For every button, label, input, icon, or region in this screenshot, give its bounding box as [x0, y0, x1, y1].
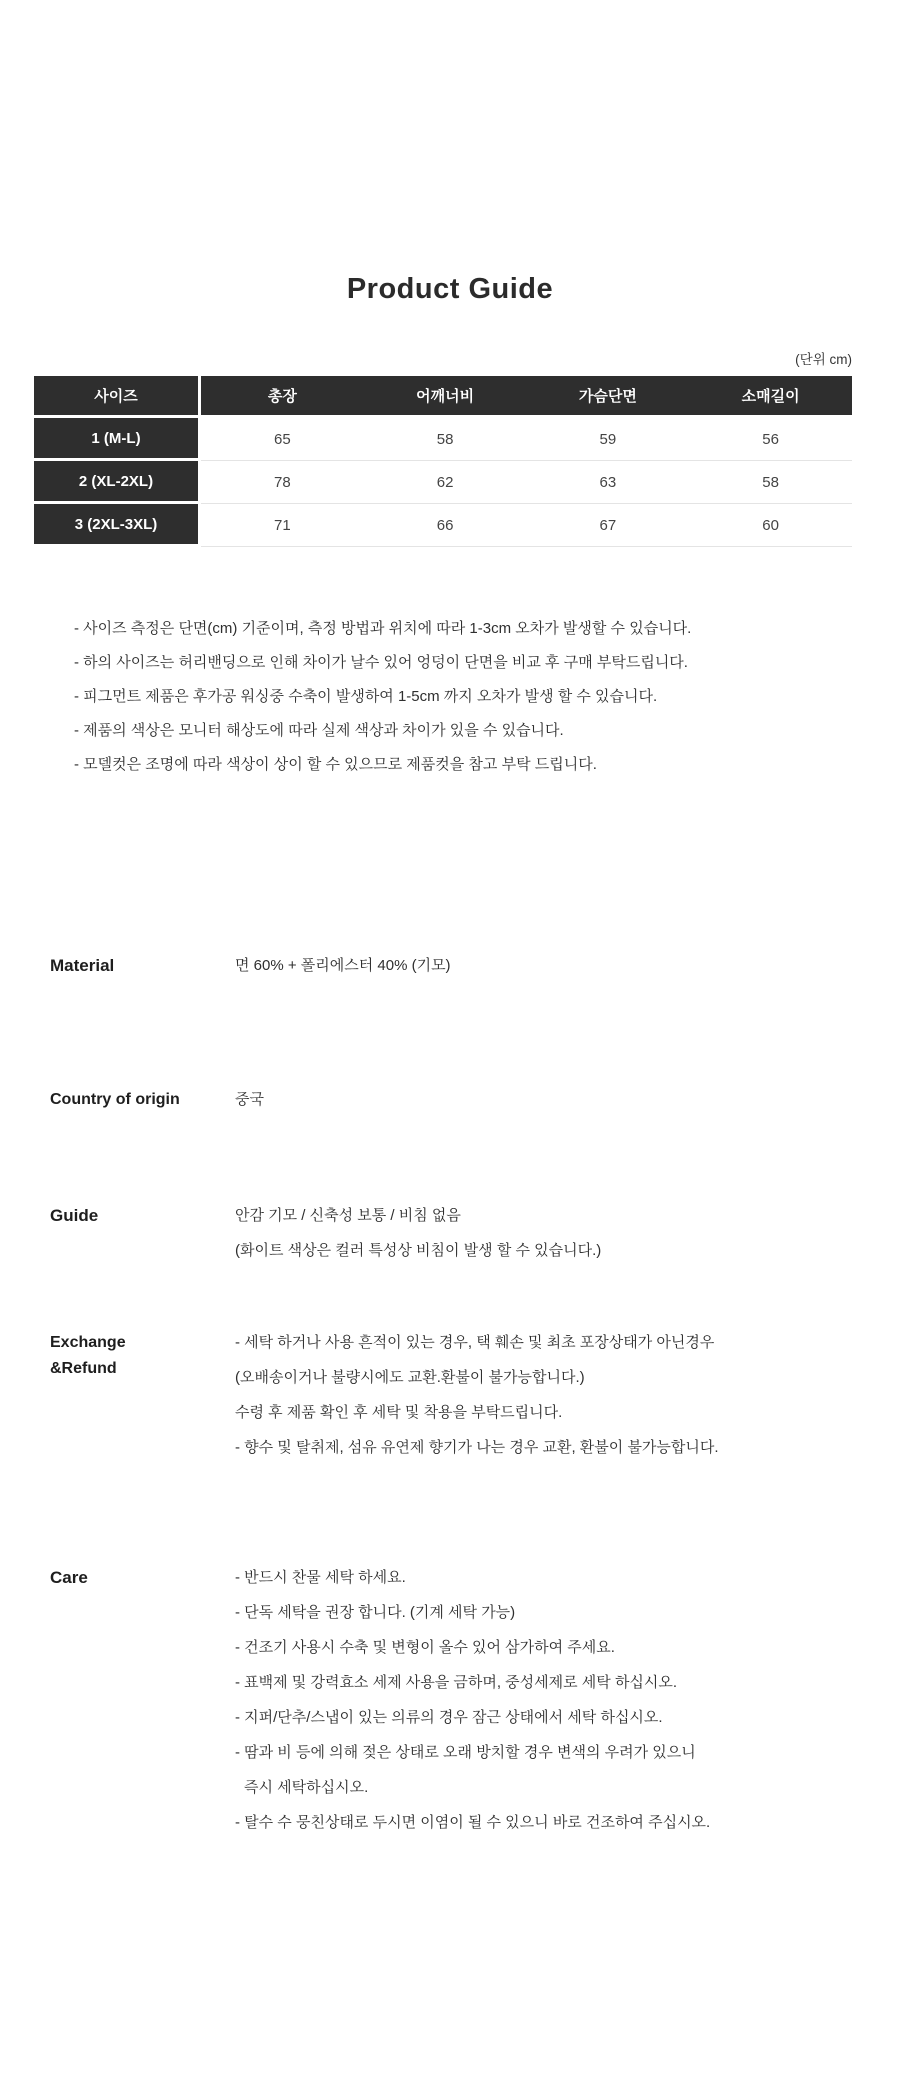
- content-line: - 단독 세탁을 권장 합니다. (기계 세탁 가능): [235, 1604, 516, 1621]
- section-content-country: [235, 1082, 264, 1117]
- section-care: [50, 1560, 900, 1840]
- section-label-guide: [50, 1198, 235, 1229]
- content-line: 즉시 세탁하십시오.: [244, 1779, 369, 1796]
- size-table-header-row: [34, 376, 852, 418]
- section-label-line: Exchange: [50, 1334, 126, 1351]
- measurement-cell: 65: [201, 418, 364, 461]
- section-label-line: Country of origin: [50, 1091, 180, 1108]
- content-line: - 세탁 하거나 사용 흔적이 있는 경우, 택 훼손 및 최초 포장상태가 아닌경우: [235, 1334, 715, 1351]
- unit-label: (단위 cm): [795, 352, 852, 367]
- measurement-cell: 66: [364, 504, 527, 547]
- content-line: (오배송이거나 불량시에도 교환.환불이 불가능합니다.): [235, 1369, 585, 1386]
- content-line: - 땀과 비 등에 의해 젖은 상태로 오래 방치할 경우 변색의 우려가 있으니: [235, 1744, 696, 1761]
- header-cell: 가슴단면: [527, 376, 690, 418]
- measurement-cell: 60: [689, 504, 852, 547]
- section-label-line: Material: [50, 956, 115, 975]
- note-line: - 모델컷은 조명에 따라 색상이 상이 할 수 있으므로 제품컷을 참고 부탁 드립니다.: [74, 756, 597, 773]
- content-line: 면 60% + 폴리에스터 40% (기모): [235, 957, 451, 974]
- section-exchange: [50, 1325, 900, 1465]
- row-size-cell: 1 (M-L): [34, 418, 201, 461]
- row-size-cell: 3 (2XL-3XL): [34, 504, 201, 547]
- content-line: 수령 후 제품 확인 후 세탁 및 착용을 부탁드립니다.: [235, 1404, 563, 1421]
- row-size-cell: 2 (XL-2XL): [34, 461, 201, 504]
- section-label-country: [50, 1082, 235, 1113]
- measurement-cell: 58: [364, 418, 527, 461]
- content-line: - 반드시 찬물 세탁 하세요.: [235, 1569, 406, 1586]
- note-line: - 하의 사이즈는 허리밴딩으로 인해 차이가 날수 있어 엉덩이 단면을 비교 후 구매 부탁드립니다.: [74, 654, 688, 671]
- section-material: [50, 948, 900, 983]
- header-cell-size: 사이즈: [34, 376, 201, 418]
- note-line: - 제품의 색상은 모니터 해상도에 따라 실제 색상과 차이가 있을 수 있습니다.: [74, 722, 564, 739]
- measurement-cell: 67: [527, 504, 690, 547]
- info-sections: [50, 948, 900, 1840]
- section-content-material: [235, 948, 451, 983]
- section-content-guide: [235, 1198, 601, 1268]
- size-table-row: [34, 461, 852, 504]
- section-label-exchange: [50, 1325, 235, 1382]
- content-line: - 탈수 수 뭉친상태로 두시면 이염이 될 수 있으니 바로 건조하여 주십시오.: [235, 1814, 711, 1831]
- section-guide: [50, 1198, 900, 1268]
- page-title: Product Guide: [346, 273, 554, 305]
- section-label-line: Care: [50, 1568, 88, 1587]
- section-label-line: Guide: [50, 1206, 99, 1225]
- header-cell: 소매길이: [689, 376, 852, 418]
- content-line: - 향수 및 탈취제, 섬유 유연제 향기가 나는 경우 교환, 환불이 불가능합니다.: [235, 1439, 719, 1456]
- size-table-header: [34, 376, 852, 418]
- content-line: (화이트 색상은 컬러 특성상 비침이 발생 할 수 있습니다.): [235, 1242, 602, 1259]
- size-table-row: [34, 504, 852, 547]
- measurement-cell: 71: [201, 504, 364, 547]
- section-country: [50, 1082, 900, 1117]
- measurement-cell: 62: [364, 461, 527, 504]
- size-table-row: [34, 418, 852, 461]
- measurement-cell: 63: [527, 461, 690, 504]
- section-label-care: [50, 1560, 235, 1591]
- content-line: - 건조기 사용시 수축 및 변형이 올수 있어 삼가하여 주세요.: [235, 1639, 615, 1656]
- header-cell: 총장: [201, 376, 364, 418]
- measurement-cell: 56: [689, 418, 852, 461]
- section-label-material: [50, 948, 235, 979]
- header-cell: 어깨너비: [364, 376, 527, 418]
- size-table: [34, 376, 852, 547]
- measurement-cell: 78: [201, 461, 364, 504]
- section-label-line: &Refund: [50, 1360, 117, 1377]
- section-content-exchange: [235, 1325, 719, 1465]
- content-line: - 지퍼/단추/스냅이 있는 의류의 경우 잠근 상태에서 세탁 하십시오.: [235, 1709, 663, 1726]
- notes-list: [74, 612, 900, 782]
- content-line: - 표백제 및 강력효소 세제 사용을 금하며, 중성세제로 세탁 하십시오.: [235, 1674, 678, 1691]
- note-line: - 사이즈 측정은 단면(cm) 기준이며, 측정 방법과 위치에 따라 1-3cm 오차가 발생할 수 있습니다.: [74, 620, 692, 637]
- measurement-cell: 59: [527, 418, 690, 461]
- note-line: - 피그먼트 제품은 후가공 워싱중 수축이 발생하여 1-5cm 까지 오차가 발생 할 수 있습니다.: [74, 688, 658, 705]
- measurement-cell: 58: [689, 461, 852, 504]
- size-table-body: [34, 418, 852, 547]
- content-line: 안감 기모 / 신축성 보통 / 비침 없음: [235, 1207, 461, 1224]
- section-content-care: [235, 1560, 710, 1840]
- content-line: 중국: [235, 1091, 264, 1108]
